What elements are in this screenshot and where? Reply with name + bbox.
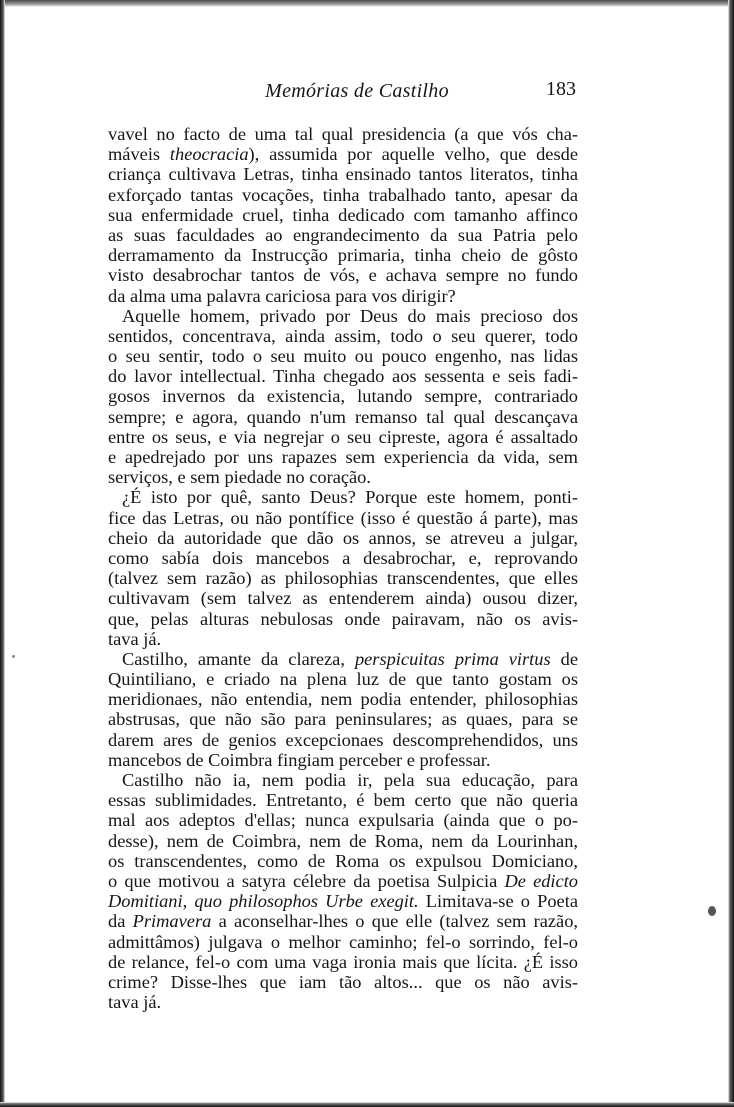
text-line: visto desabrochar tantos de vós, e achava sempre no fundo: [108, 265, 578, 286]
text-line: da alma uma palavra cariciosa para vos dirigir?: [108, 285, 456, 306]
paragraph-start: ¿É isto por quê, santo Deus? Porque este homem, ponti-: [122, 487, 578, 508]
text-line: do lavor intellectual. Tinha chegado aos sessenta e seis fadi-: [108, 366, 578, 387]
text-line: como sabía dois mancebos a desabrochar, e, reprovando: [108, 547, 578, 568]
text-line: abstrusas, que não são para peninsulares; as quaes, para se: [108, 709, 578, 730]
page-header: [108, 80, 578, 110]
text-line: os transcendentes, como de Roma os expulsou Domiciano,: [108, 850, 578, 871]
text-line: essas sublimidades. Entretanto, é bem certo que não queria: [108, 790, 578, 811]
text-line: crime? Disse-lhes que iam tão altos... que os não avis-: [108, 971, 578, 992]
text-line: mancebos de Coimbra fingiam perceber e professar.: [108, 749, 491, 770]
page-number: 183: [546, 78, 576, 100]
text-line: sentidos, concentrava, ainda assim, todo o seu querer, todo: [108, 325, 578, 346]
text-line: sempre; e agora, quando n'um remanso tal qual descançava: [108, 406, 578, 427]
text-line: meridionaes, não entendia, nem podia entender, philosophias: [108, 689, 578, 710]
text-line: e apedrejado por uns rapazes sem experiencia da vida, sem: [108, 447, 578, 467]
text-line: tava já.: [108, 628, 162, 649]
text-line: exforçado tantas vocações, tinha trabalhado tanto, apesar da: [108, 184, 578, 205]
text-line: máveis theocracia), assumida por aquelle velho, que desde: [108, 144, 578, 165]
text-line: cultivavam (sem talvez as entenderem ainda) ousou dizer,: [108, 588, 578, 609]
text-line: o que motivou a satyra célebre da poetisa Sulpicia De edicto: [108, 870, 578, 891]
text-line: entre os seus, e via negrejar o seu cipreste, agora é assaltado: [108, 426, 578, 447]
text-line: cheio da autoridade que dão os annos, se atreveu a julgar,: [108, 527, 578, 548]
text-line: de relance, fel-o com uma vaga ironia mais que lícita. ¿É isso: [108, 951, 578, 972]
text-line: o seu sentir, todo o seu muito ou pouco engenho, nas lidas: [108, 346, 578, 367]
text-line: admittâmos) julgava o melhor caminho; fel-o sorrindo, fel-o: [108, 931, 578, 952]
body-text: [108, 124, 578, 1012]
text-line: vavel no facto de uma tal qual presidencia (a que vós cha-: [108, 124, 578, 144]
text-line: darem ares de genios excepcionaes descomprehendidos, uns: [108, 729, 578, 750]
text-line: Quintiliano, e criado na plena luz de que tanto gostam os: [108, 669, 578, 690]
paragraph-start: Aquelle homem, privado por Deus do mais precioso dos: [122, 305, 578, 326]
page-left-edge: [0, 0, 5, 1107]
paragraph-start: Castilho, amante da clareza, perspicuitas prima virtus de: [122, 648, 578, 669]
paper-speck: [12, 655, 15, 658]
text-line: as suas faculdades ao engrandecimento da sua Patria pelo: [108, 224, 578, 245]
page-bottom-edge: [0, 1102, 734, 1107]
ink-blot: [708, 906, 716, 916]
text-line: que, pelas alturas nebulosas onde pairavam, não os avis-: [108, 608, 578, 629]
text-line: derramamento da Instrucção primaria, tinha cheio de gôsto: [108, 245, 578, 266]
text-line: Domitiani, quo philosophos Urbe exegit. Limitava-se o Poeta: [108, 891, 578, 912]
page-right-edge: [728, 0, 734, 1107]
text-line: tava já.: [108, 992, 162, 1013]
running-title: Memórias de Castilho: [265, 80, 449, 102]
text-line: fice das Letras, ou não pontífice (isso é questão á parte), mas: [108, 507, 578, 528]
text-line: mal aos adeptos d'ellas; nunca expulsaria (ainda que o po-: [108, 810, 578, 831]
text-line: da Primavera a aconselhar-lhes o que elle (talvez sem razão,: [108, 911, 578, 932]
text-line: gosos invernos da existencia, lutando sempre, contrariado: [108, 386, 578, 407]
text-line: criança cultivava Letras, tinha ensinado tantos literatos, tinha: [108, 164, 578, 185]
page-top-edge: [0, 0, 734, 7]
paragraph-start: Castilho não ia, nem podia ir, pela sua educação, para: [122, 770, 578, 790]
text-line: sua enfermidade cruel, tinha dedicado com tamanho affinco: [108, 204, 578, 225]
text-line: serviços, e sem piedade no coração.: [108, 467, 371, 488]
text-line: desse), nem de Coimbra, nem de Roma, nem da Lourinhan,: [108, 830, 578, 851]
text-line: (talvez sem razão) as philosophias transcendentes, que elles: [108, 568, 578, 589]
